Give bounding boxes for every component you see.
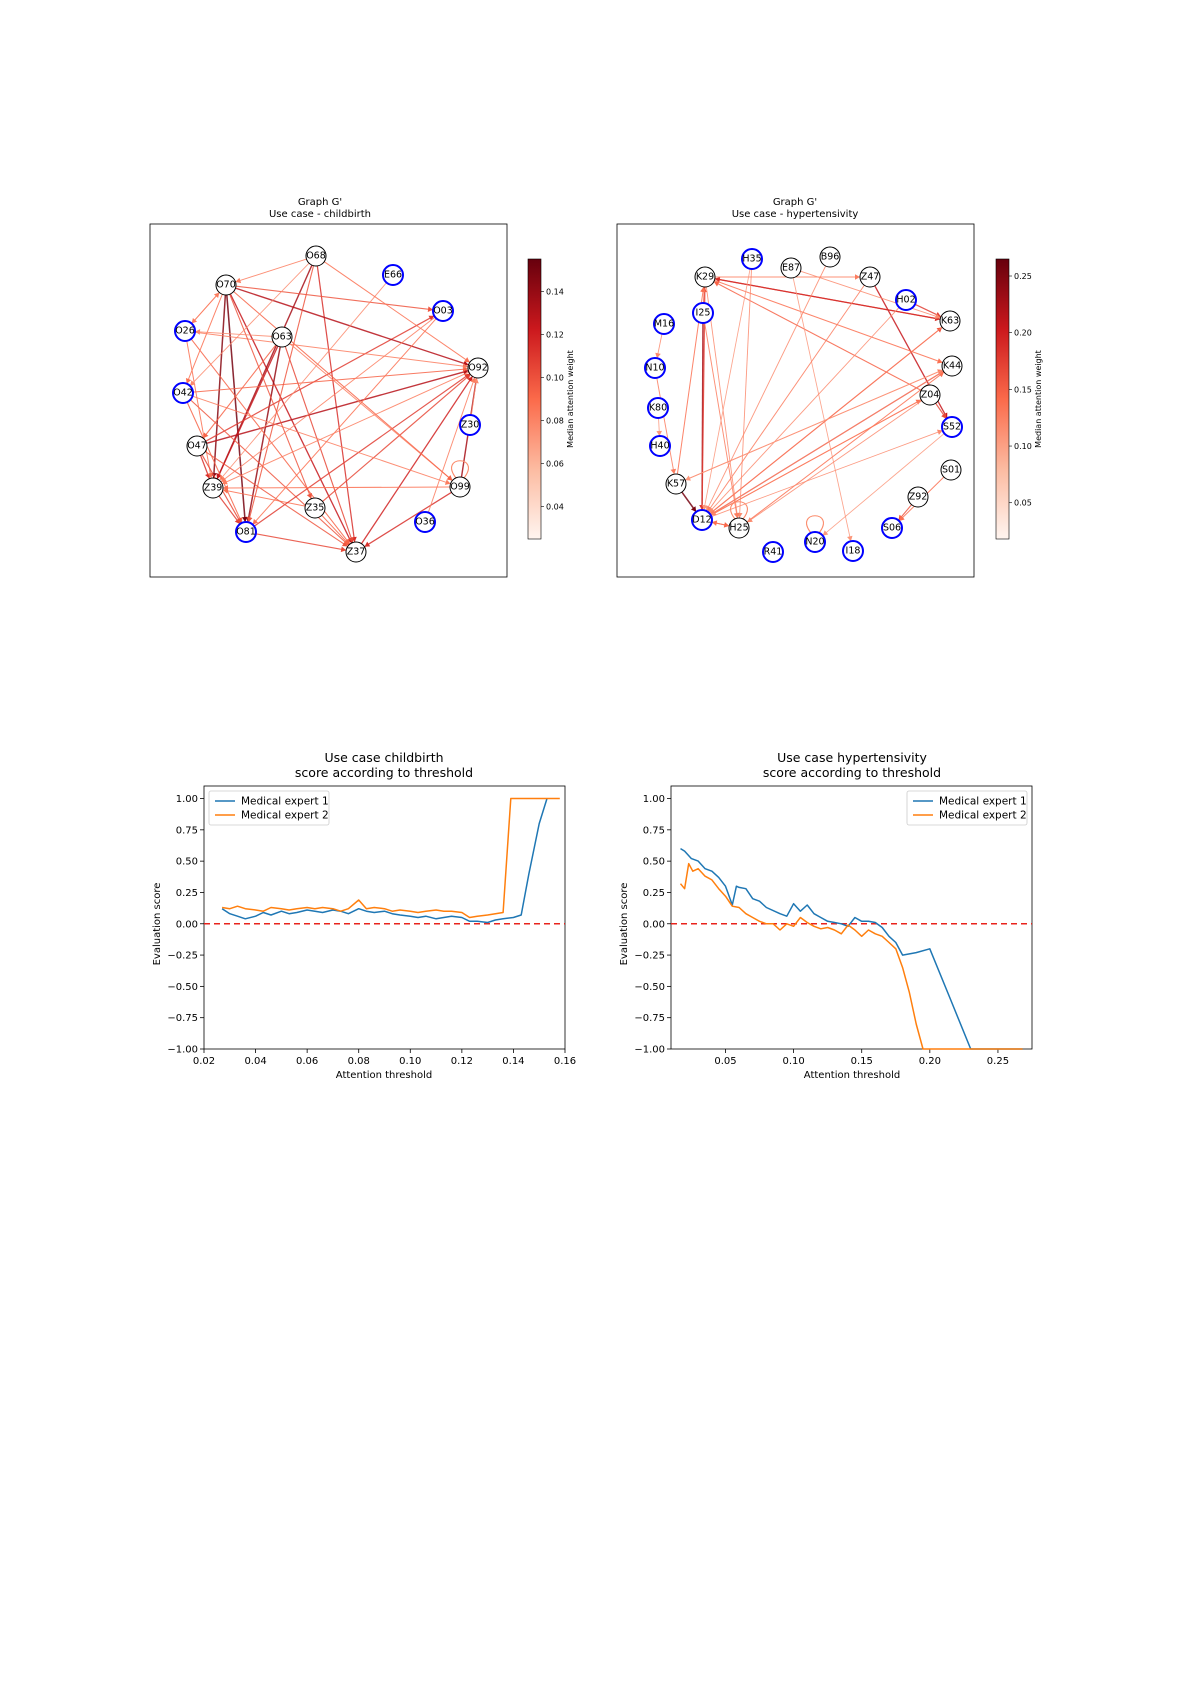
edge-arrowhead <box>341 547 346 553</box>
node-label: Z04 <box>920 389 940 401</box>
edge-O68-O42 <box>190 263 309 386</box>
plot-frame <box>671 786 1032 1049</box>
graph-node-k63 <box>940 311 960 331</box>
y-tick-label: −0.25 <box>634 950 665 962</box>
graph-node-h25 <box>729 518 749 538</box>
x-tick-label: 0.08 <box>347 1056 370 1067</box>
y-tick-label: 1.00 <box>175 794 198 806</box>
node-label: H02 <box>896 294 916 306</box>
edge-O92-Z39 <box>222 372 469 484</box>
chart-subtitle: score according to threshold <box>762 765 942 780</box>
graph-node-k29 <box>695 267 715 287</box>
graph-node-o26 <box>175 321 195 341</box>
y-tick-label: −0.75 <box>634 1013 665 1025</box>
x-tick-label: 0.20 <box>918 1056 941 1067</box>
graph-node-b96 <box>820 247 840 267</box>
y-tick-label: −0.75 <box>167 1013 198 1025</box>
node-label: E87 <box>781 262 801 274</box>
x-tick-label: 0.04 <box>244 1056 267 1067</box>
node-label: O36 <box>415 516 435 528</box>
edge-O68-O70 <box>236 259 307 282</box>
y-tick-label: −0.50 <box>634 981 665 993</box>
colorbar <box>528 259 541 539</box>
y-axis-label: Evaluation score <box>152 882 163 966</box>
colorbar-label: Median attention weight <box>566 350 575 448</box>
node-label: O70 <box>216 279 236 291</box>
legend <box>907 791 1027 825</box>
node-label: N10 <box>645 362 665 374</box>
graph-frame <box>150 224 507 577</box>
graph-node-o03 <box>433 301 453 321</box>
edge-H35-D12 <box>704 269 750 510</box>
colorbar-ticks <box>541 287 564 511</box>
graph-panel-childbirth <box>150 197 575 577</box>
graph-node-n20 <box>805 532 825 552</box>
graph-node-o63 <box>272 327 292 347</box>
node-label: I18 <box>845 545 861 557</box>
graph-node-s52 <box>942 417 962 437</box>
graph-title: Graph G' <box>297 197 343 208</box>
node-label: H35 <box>742 253 762 265</box>
y-tick-label: 0.25 <box>642 887 665 899</box>
x-tick-label: 0.10 <box>782 1056 805 1067</box>
graph-node-k44 <box>942 356 962 376</box>
y-tick-label: 0.50 <box>175 856 198 868</box>
x-tick-label: 0.02 <box>192 1056 216 1067</box>
colorbar-tick-label: 0.10 <box>1014 442 1032 452</box>
colorbar-label: Median attention weight <box>1034 350 1043 448</box>
node-label: O26 <box>175 325 195 337</box>
graph-node-o36 <box>415 512 435 532</box>
edge-O63-O47 <box>203 345 276 438</box>
colorbar-tick-label: 0.04 <box>546 502 564 512</box>
legend-label: Medical expert 1 <box>939 795 1027 808</box>
graph-node-i18 <box>843 541 863 561</box>
edge-N10-K57 <box>657 378 674 474</box>
graph-node-e87 <box>781 258 801 278</box>
edge-Z35-Z39 <box>223 490 305 506</box>
chart-subtitle: score according to threshold <box>294 765 474 780</box>
graph-node-z30 <box>460 415 480 435</box>
graph-subtitle: Use case - hypertensivity <box>731 209 859 220</box>
edge-O26-O70 <box>192 292 220 323</box>
edge-layer <box>186 259 479 552</box>
graph-node-o81 <box>236 522 256 542</box>
colorbar-tick-label: 0.06 <box>546 459 564 469</box>
edge-K63-D12 <box>710 327 942 513</box>
x-tick-label: 0.14 <box>502 1056 525 1067</box>
node-label: K63 <box>940 315 960 327</box>
colorbar-tick-label: 0.05 <box>1014 498 1032 508</box>
chart-title: Use case hypertensivity <box>777 750 927 765</box>
edge-H35-H25 <box>739 269 751 518</box>
node-label: R41 <box>763 546 783 558</box>
colorbar-tick-label: 0.15 <box>1014 385 1032 395</box>
y-tick-label: 0.25 <box>175 887 198 899</box>
node-label: K44 <box>942 360 962 372</box>
chart-title: Use case childbirth <box>324 750 444 765</box>
node-label: S06 <box>882 522 902 534</box>
graph-node-o99 <box>450 477 470 497</box>
node-label: Z37 <box>346 546 366 558</box>
y-tick-label: 0.75 <box>175 825 198 837</box>
graph-panel-hypertensivity <box>617 197 1043 577</box>
x-tick-label: 0.10 <box>399 1056 422 1067</box>
graph-node-k57 <box>666 474 686 494</box>
node-label: Z92 <box>908 491 928 503</box>
node-label: M16 <box>653 318 675 330</box>
plot-area <box>167 786 576 1067</box>
x-axis-label: Attention threshold <box>335 1070 433 1081</box>
legend-label: Medical expert 2 <box>939 809 1027 822</box>
node-label: K80 <box>648 402 668 414</box>
node-label: Z39 <box>203 482 223 494</box>
graph-node-z47 <box>860 267 880 287</box>
graph-node-h35 <box>742 249 762 269</box>
graph-node-z92 <box>908 487 928 507</box>
node-label: O68 <box>306 250 326 262</box>
colorbar-tick-label: 0.25 <box>1014 272 1032 282</box>
graph-node-h40 <box>650 436 670 456</box>
node-label: N20 <box>805 536 825 548</box>
graph-subtitle: Use case - childbirth <box>268 209 372 220</box>
x-tick-label: 0.25 <box>986 1056 1010 1067</box>
node-label: O81 <box>236 526 256 538</box>
x-tick-label: 0.12 <box>450 1056 473 1067</box>
edge-arrowhead <box>203 432 208 438</box>
colorbar-tick-label: 0.10 <box>546 373 564 383</box>
legend-label: Medical expert 2 <box>241 809 329 822</box>
graph-node-n10 <box>645 358 665 378</box>
node-label: S52 <box>942 421 962 433</box>
graph-node-e66 <box>383 265 403 285</box>
self-loop-O99 <box>452 461 469 478</box>
x-tick-label: 0.06 <box>296 1056 319 1067</box>
node-label: Z35 <box>305 502 325 514</box>
chart-childbirth <box>152 750 576 1081</box>
node-label: Z30 <box>460 419 480 431</box>
edge-S52-N20 <box>823 433 945 535</box>
edge-arrowhead <box>671 469 677 474</box>
node-label: B96 <box>820 251 840 263</box>
graph-node-o92 <box>468 358 488 378</box>
graph-node-z37 <box>346 542 366 562</box>
colorbar-tick-label: 0.14 <box>546 287 564 297</box>
graph-node-s01 <box>941 460 961 480</box>
y-tick-label: −0.50 <box>167 981 198 993</box>
graph-node-z39 <box>203 478 223 498</box>
graph-node-z04 <box>920 385 940 405</box>
node-label: O03 <box>433 305 453 317</box>
edge-O26-O92 <box>195 332 468 366</box>
colorbar-tick-label: 0.12 <box>546 330 564 340</box>
y-tick-label: 0.00 <box>175 919 198 931</box>
y-tick-label: 0.50 <box>642 856 665 868</box>
y-tick-label: 0.75 <box>642 825 665 837</box>
node-label: H25 <box>729 522 749 534</box>
colorbar-ticks <box>1009 272 1032 508</box>
y-tick-label: 0.00 <box>642 919 665 931</box>
graph-node-r41 <box>763 542 783 562</box>
colorbar-tick-label: 0.20 <box>1014 328 1032 338</box>
y-tick-label: 1.00 <box>642 794 665 806</box>
graph-node-o42 <box>173 383 193 403</box>
edge-O42-O99 <box>192 396 450 484</box>
edge-K29-H25 <box>706 287 737 518</box>
edge-arrowhead <box>941 413 946 419</box>
node-label: K29 <box>695 271 715 283</box>
graph-node-o68 <box>306 246 326 266</box>
node-label: H40 <box>650 440 670 452</box>
self-loop-N20 <box>807 516 824 533</box>
y-axis-label: Evaluation score <box>619 882 630 966</box>
colorbar-tick-label: 0.08 <box>546 416 564 426</box>
edge-B96-D12 <box>706 266 825 511</box>
graph-title: Graph G' <box>772 197 818 208</box>
graph-node-m16 <box>654 314 674 334</box>
graph-node-o47 <box>187 436 207 456</box>
edge-K44-K57 <box>685 370 943 480</box>
series-line-2 <box>681 864 1023 1049</box>
plot-area <box>634 786 1032 1067</box>
edge-Z39-O81 <box>219 496 240 524</box>
graph-node-z35 <box>305 498 325 518</box>
graph-node-h02 <box>896 290 916 310</box>
node-label: O42 <box>173 387 193 399</box>
edge-arrowhead <box>855 274 860 280</box>
node-label: O47 <box>187 440 207 452</box>
node-label: E66 <box>383 269 403 281</box>
node-label: O99 <box>450 481 470 493</box>
graph-node-i25 <box>693 303 713 323</box>
edge-O42-O81 <box>187 402 242 523</box>
node-layer <box>173 246 488 562</box>
node-label: S01 <box>941 464 961 476</box>
chart-hypertensivity <box>619 750 1032 1081</box>
graph-node-o70 <box>216 275 236 295</box>
x-tick-label: 0.16 <box>553 1056 577 1067</box>
node-label: D12 <box>692 514 712 526</box>
edge-O70-Z39 <box>214 295 226 478</box>
x-tick-label: 0.05 <box>714 1056 737 1067</box>
series-line-1 <box>681 849 1023 1049</box>
y-tick-label: −0.25 <box>167 950 198 962</box>
x-tick-label: 0.15 <box>850 1056 873 1067</box>
node-label: O63 <box>272 331 292 343</box>
graph-node-s06 <box>882 518 902 538</box>
graph-node-k80 <box>648 398 668 418</box>
node-label: K57 <box>666 478 686 490</box>
edge-Z04-H25 <box>747 401 922 523</box>
y-tick-label: −1.00 <box>634 1044 665 1056</box>
graph-node-d12 <box>692 510 712 530</box>
node-label: Z47 <box>860 271 880 283</box>
node-label: I25 <box>695 307 711 319</box>
colorbar <box>996 259 1009 539</box>
x-axis-label: Attention threshold <box>803 1070 901 1081</box>
node-label: O92 <box>468 362 488 374</box>
legend <box>209 791 329 825</box>
y-tick-label: −1.00 <box>167 1044 198 1056</box>
legend-label: Medical expert 1 <box>241 795 329 808</box>
